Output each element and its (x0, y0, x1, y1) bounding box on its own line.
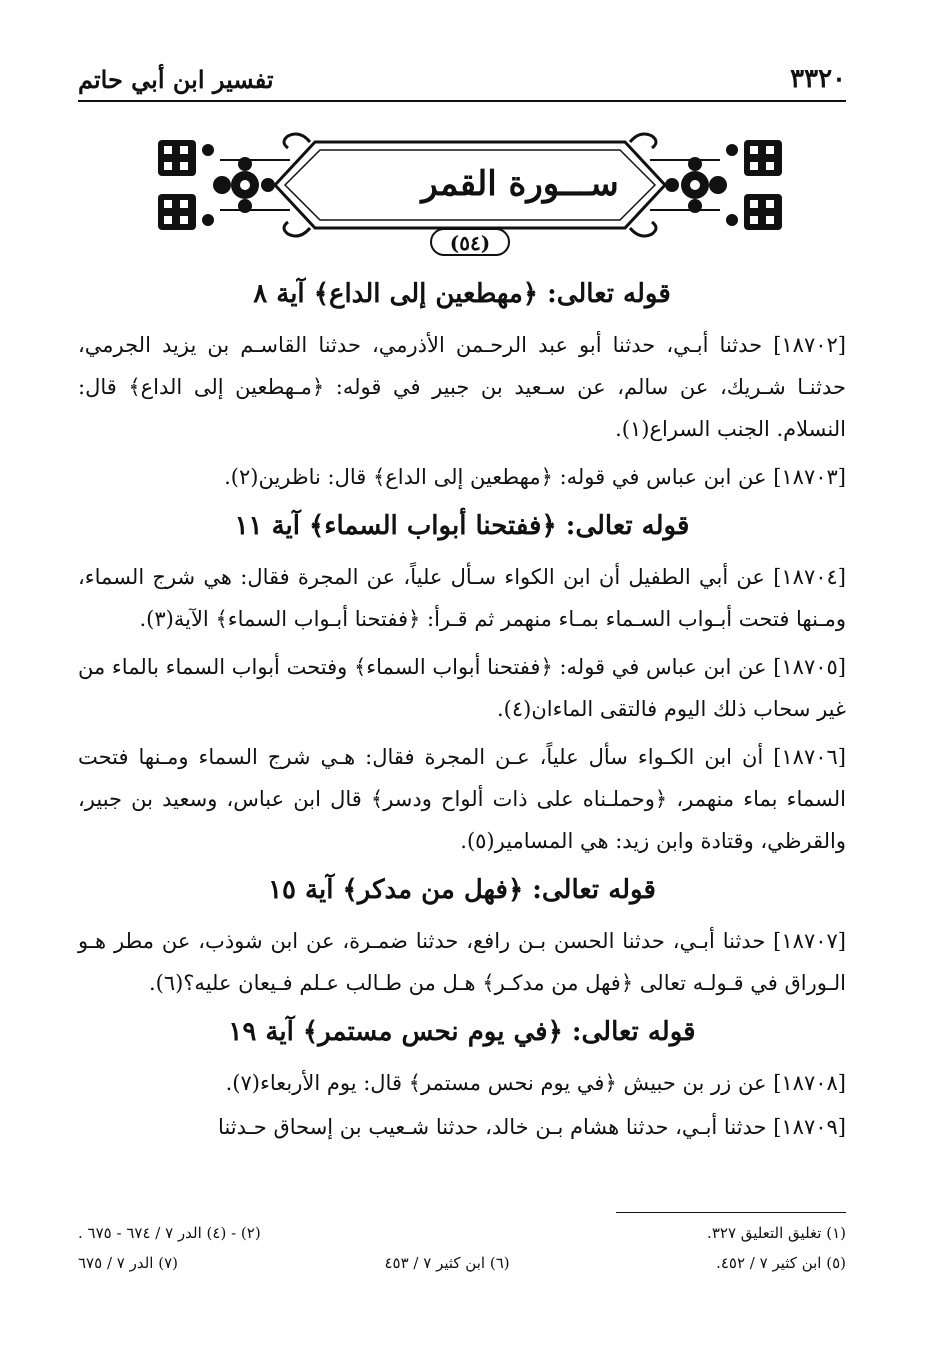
narration-paragraph: [١٨٧٠٢] حدثنا أبـي، حدثنا أبو عبد الرحـمن الأذرمي، حدثنا القاسـم بن يزيد الجرمي، حدثنـا شـريك، عن سالم، عن سـعيد بن جبير في قوله: ﴿مـهطعين إلى الداع﴾ قال: النسلام. الجنب السراع(١). (78, 333, 846, 441)
main-text (78, 266, 846, 1150)
section-heading: قوله تعالى: ﴿مهطعين إلى الداع﴾ آية ٨ (253, 279, 671, 309)
narration-paragraph: [١٨٧٠٨] عن زر بن حبيش ﴿في يوم نحس مستمر﴾ قال: يوم الأربعاء(٧). (225, 1071, 846, 1095)
footnote: (١) تغليق التعليق ٣٢٧. (707, 1224, 846, 1242)
footnote-row (78, 1248, 846, 1278)
book-title: تفسير ابن أبي حاتم (78, 65, 274, 94)
running-head (78, 52, 846, 102)
footnote: (٢) - (٤) الدر ٧ / ٦٧٤ - ٦٧٥ . (78, 1224, 261, 1242)
surah-number: (٥٤) (430, 228, 510, 256)
surah-banner (150, 120, 790, 255)
narration-paragraph: [١٨٧٠٣] عن ابن عباس في قوله: ﴿مهطعين إلى الداع﴾ قال: ناظرين(٢). (224, 465, 846, 489)
footnote: (٥) ابن كثير ٧ / ٤٥٢. (716, 1254, 846, 1272)
narration-paragraph: [١٨٧٠٧] حدثنا أبـي، حدثنا الحسن بـن رافع، حدثنا ضمـرة، عن ابن شوذب، عن مطر هـو الـوراق في قـولـه تعالى ﴿فهل من مدكـر﴾ هـل من طـالب عـلم فـيعان عليه؟(٦). (78, 929, 846, 995)
footnotes (78, 1218, 846, 1278)
section-heading: قوله تعالى: ﴿ففتحنا أبواب السماء﴾ آية ١١ (234, 511, 690, 541)
section-heading: قوله تعالى: ﴿فهل من مدكر﴾ آية ١٥ (268, 875, 656, 905)
narration-paragraph: [١٨٧٠٩] حدثنا أبـي، حدثنا هشام بـن خالد، حدثنا شـعيب بن إسحاق حـدثنا (218, 1115, 846, 1139)
page-number: ٣٣٢٠ (790, 64, 846, 94)
section-heading: قوله تعالى: ﴿في يوم نحس مستمر﴾ آية ١٩ (228, 1017, 696, 1047)
footnote: (٧) الدر ٧ / ٦٧٥ (78, 1254, 178, 1272)
footnote-divider (616, 1212, 846, 1213)
narration-paragraph: [١٨٧٠٦] أن ابن الكـواء سأل علياً، عـن المجرة فقال: هـي شرج السماء ومـنها فتحت السماء بماء منهمر، ﴿وحملـناه على ذات ألواح ودسر﴾ قال ابن عباس، وسعيد بن جبير، والقرظي، وقتادة وابن زيد: هي المسامير(٥). (78, 745, 846, 853)
narration-paragraph: [١٨٧٠٥] عن ابن عباس في قوله: ﴿ففتحنا أبواب السماء﴾ وفتحت أبواب السماء بالماء من غير سحاب ذلك اليوم فالتقى الماءان(٤). (78, 655, 846, 721)
footnote: (٦) ابن كثير ٧ / ٤٥٣ (384, 1254, 510, 1272)
surah-title: ســـورة القمر (421, 164, 619, 204)
narration-paragraph: [١٨٧٠٤] عن أبي الطفيل أن ابن الكواء سـأل علياً، عن المجرة فقال: هي شرج السماء، ومـنها فتحت أبـواب السـماء بمـاء منهمر ثم قـرأ: ﴿ففتحنا أبـواب السماء﴾ الآية(٣). (78, 565, 846, 631)
footnote-row (78, 1218, 846, 1248)
